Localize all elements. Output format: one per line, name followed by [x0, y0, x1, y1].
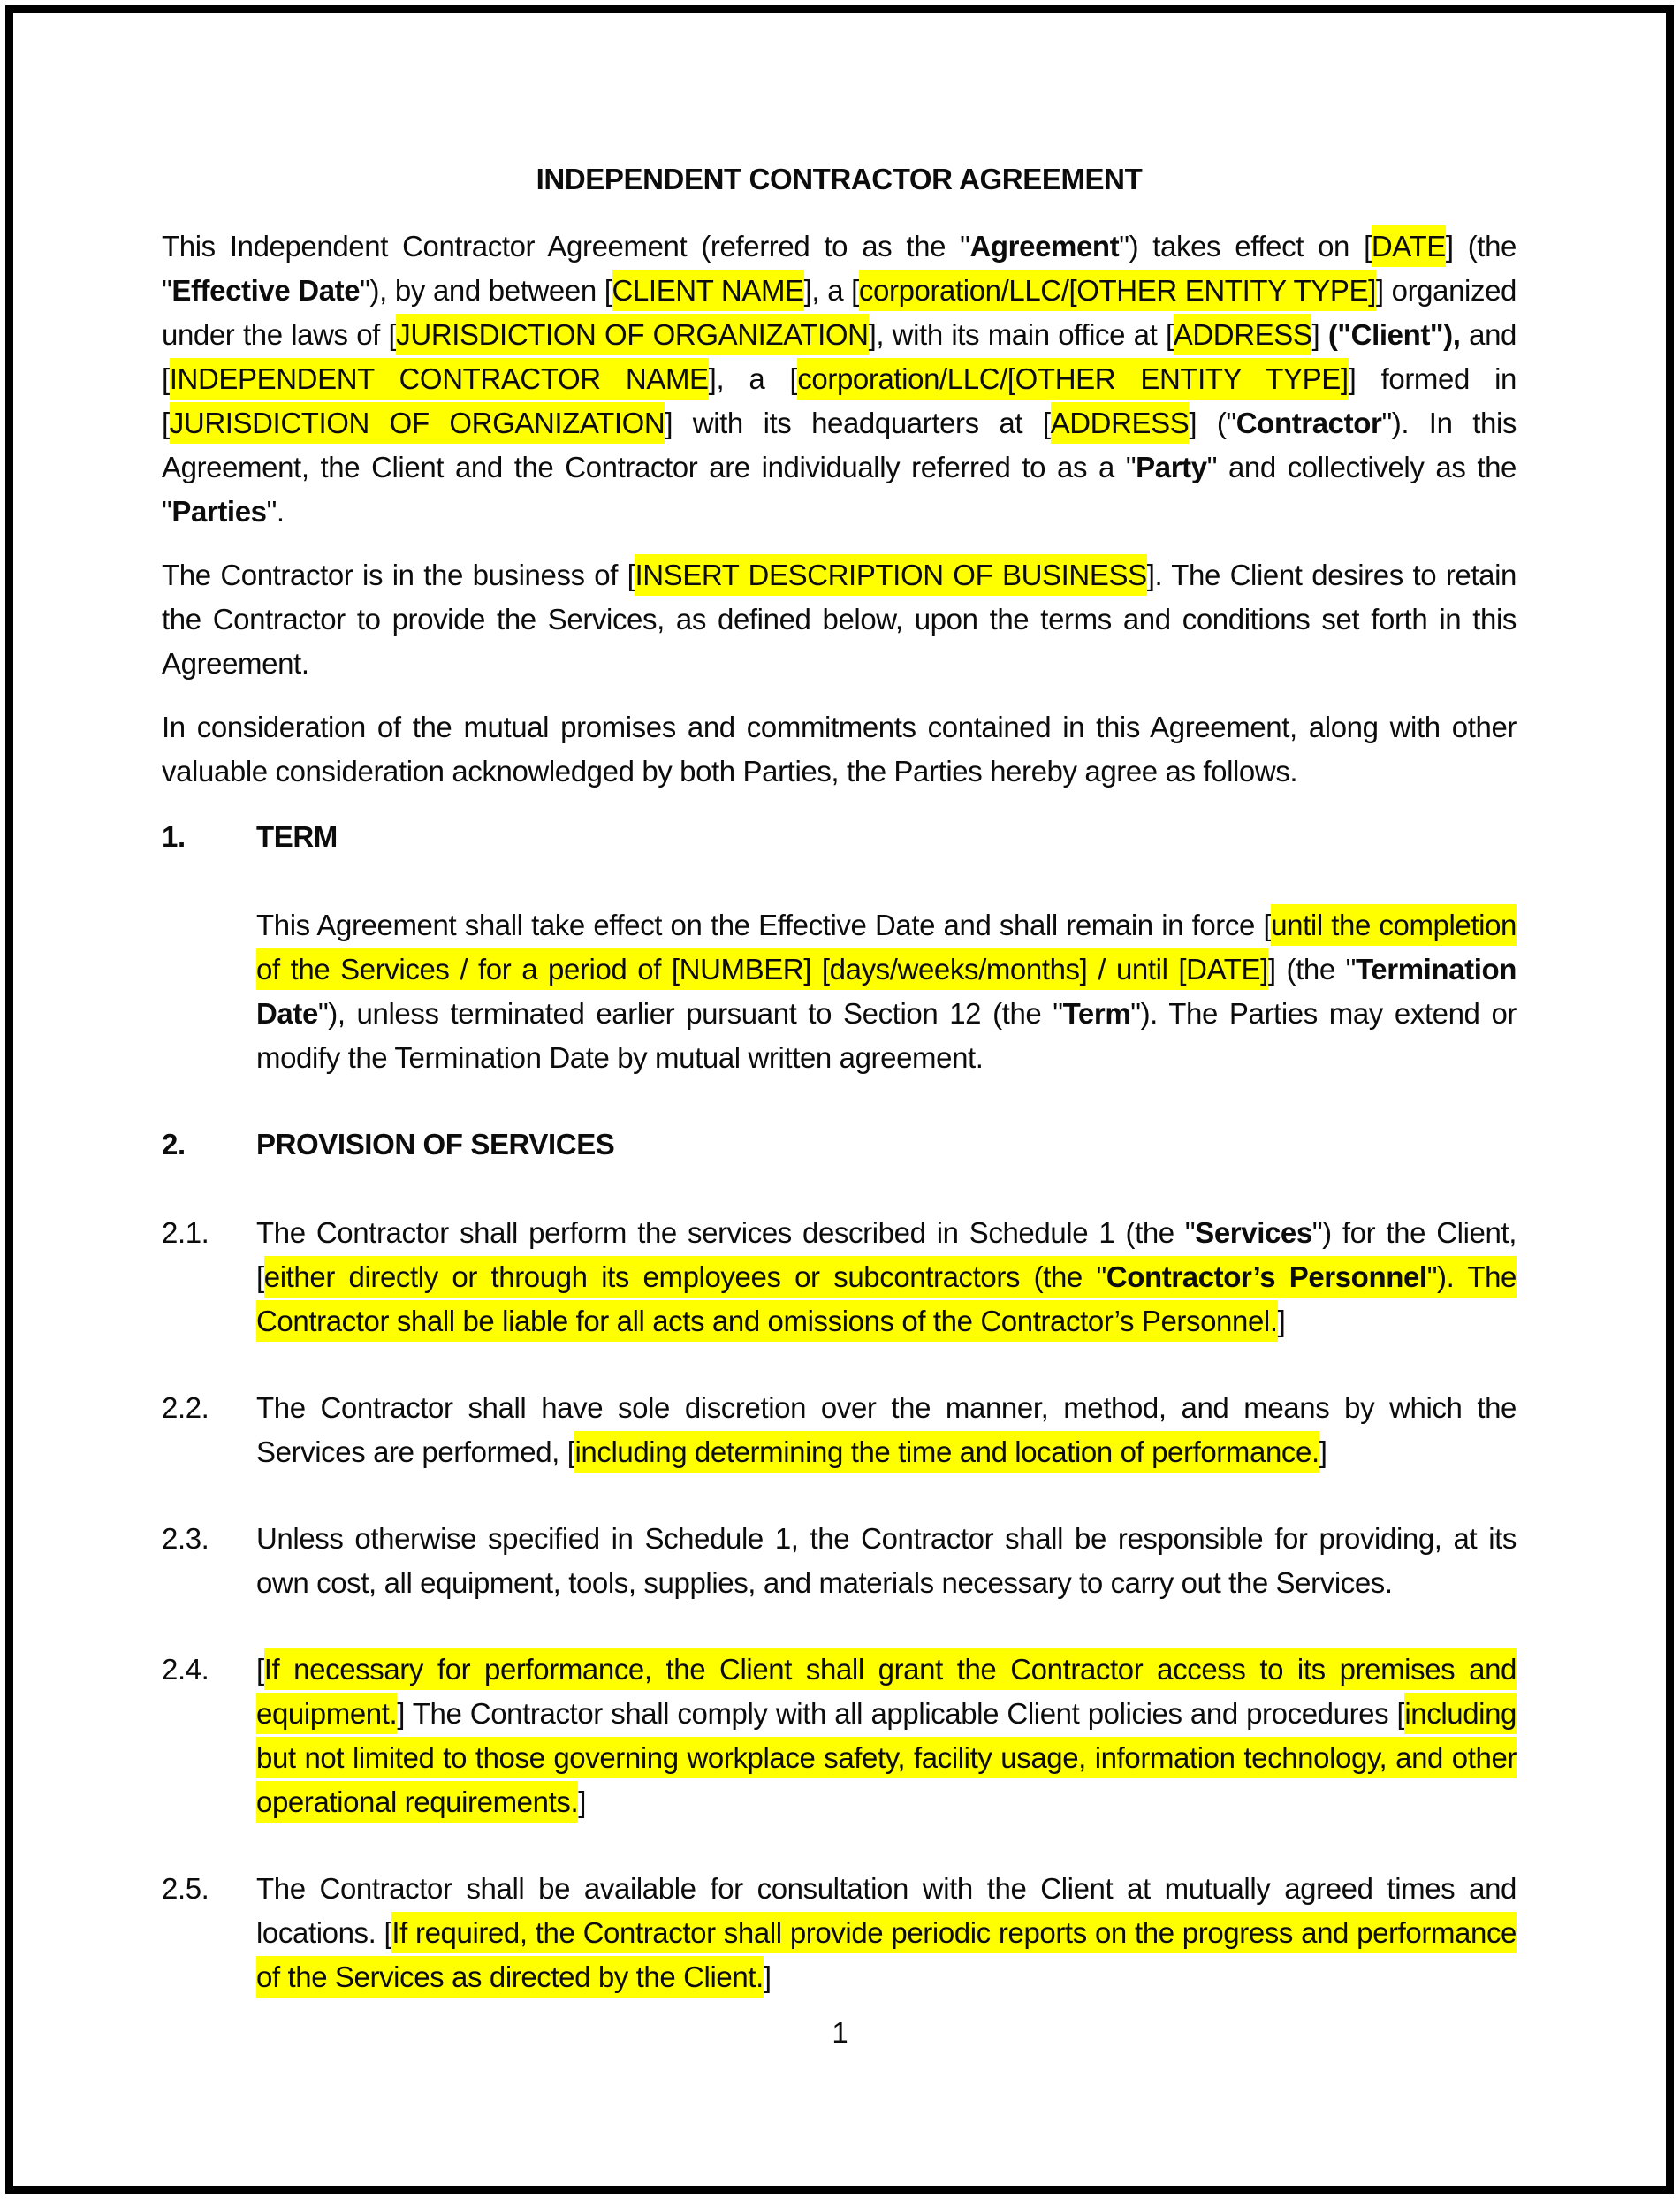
section-heading-label: TERM: [256, 820, 338, 853]
clause-2-5: [162, 1867, 1517, 1999]
section-heading-provision-of-services: [162, 1123, 1517, 1167]
clause-2-2: [162, 1386, 1517, 1474]
page-number: 1: [832, 2016, 848, 2049]
clause-2-1: [162, 1211, 1517, 1344]
clause-text: [If necessary for performance, the Client shall grant the Contractor access to its premises and equipment.] The Contractor shall comply with all applicable Client policies and procedures [including but not limited to those governing workplace safety, facility usage, information technology, and other operational requirements.]: [256, 1648, 1517, 1824]
clause-text: Unless otherwise specified in Schedule 1, the Contractor shall be responsible for providing, at its own cost, all equipment, tools, supplies, and materials necessary to carry out the Services.: [256, 1522, 1517, 1599]
document-title: INDEPENDENT CONTRACTOR AGREEMENT: [536, 163, 1143, 195]
clause-number: [162, 903, 256, 1080]
intro-paragraph-business: The Contractor is in the business of [INSERT DESCRIPTION OF BUSINESS]. The Client desires to retain the Contractor to provide the Services, as defined below, upon the terms and conditions set forth in this Agreement.: [162, 553, 1517, 686]
clause-2-3: [162, 1517, 1517, 1605]
clause-number: 2.1.: [162, 1216, 209, 1249]
section-number: 1.: [162, 820, 186, 853]
clause-text: The Contractor shall be available for consultation with the Client at mutually agreed times and locations. [If required, the Contractor shall provide periodic reports on the progress and performance of the Services as directed by the Client.]: [256, 1867, 1517, 1999]
clause-text: The Contractor shall perform the services described in Schedule 1 (the "Services") for the Client, [either directly or through its employees or subcontractors (the "Contractor’s Personnel"). The Contractor shall be liable for all acts and omissions of the Contractor’s Personnel.]: [256, 1211, 1517, 1344]
section-heading-label: PROVISION OF SERVICES: [256, 1128, 615, 1161]
clause-number: 2.5.: [162, 1872, 209, 1905]
clause-number: 2.2.: [162, 1391, 209, 1424]
intro-paragraph-consideration: In consideration of the mutual promises and commitments contained in this Agreement, along with other valuable consideration acknowledged by both Parties, the Parties hereby agree as follows.: [162, 711, 1517, 788]
intro-paragraph-parties: This Independent Contractor Agreement (referred to as the "Agreement") takes effect on [DATE] (the "Effective Date"), by and between [CLIENT NAME], a [corporation/LLC/[OTHER ENTITY TYPE]] organized under the laws of [JURISDICTION OF ORGANIZATION], with its main office at [ADDRESS] ("Client"), and [INDEPENDENT CONTRACTOR NAME], a [corporation/LLC/[OTHER ENTITY TYPE]] formed in [JURISDICTION OF ORGANIZATION] with its headquarters at [ADDRESS] ("Contractor"). In this Agreement, the Client and the Contractor are individually referred to as a "Party" and collectively as the "Parties".: [162, 225, 1517, 534]
clause-text: The Contractor shall have sole discretion over the manner, method, and means by which the Services are performed, [including determining the time and location of performance.]: [256, 1386, 1517, 1474]
clause-number: 2.3.: [162, 1522, 209, 1555]
section-number: 2.: [162, 1128, 186, 1161]
clause-term-body: [162, 903, 1517, 1080]
clause-text: This Agreement shall take effect on the Effective Date and shall remain in force [until the completion of the Services / for a period of [NUMBER] [days/weeks/months] / until [DATE]] (the "Termination Date"), unless terminated earlier pursuant to Section 12 (the "Term"). The Parties may extend or modify the Termination Date by mutual written agreement.: [256, 903, 1517, 1080]
clause-number: 2.4.: [162, 1653, 209, 1686]
section-heading-term: [162, 815, 1517, 859]
clause-2-4: [162, 1648, 1517, 1824]
